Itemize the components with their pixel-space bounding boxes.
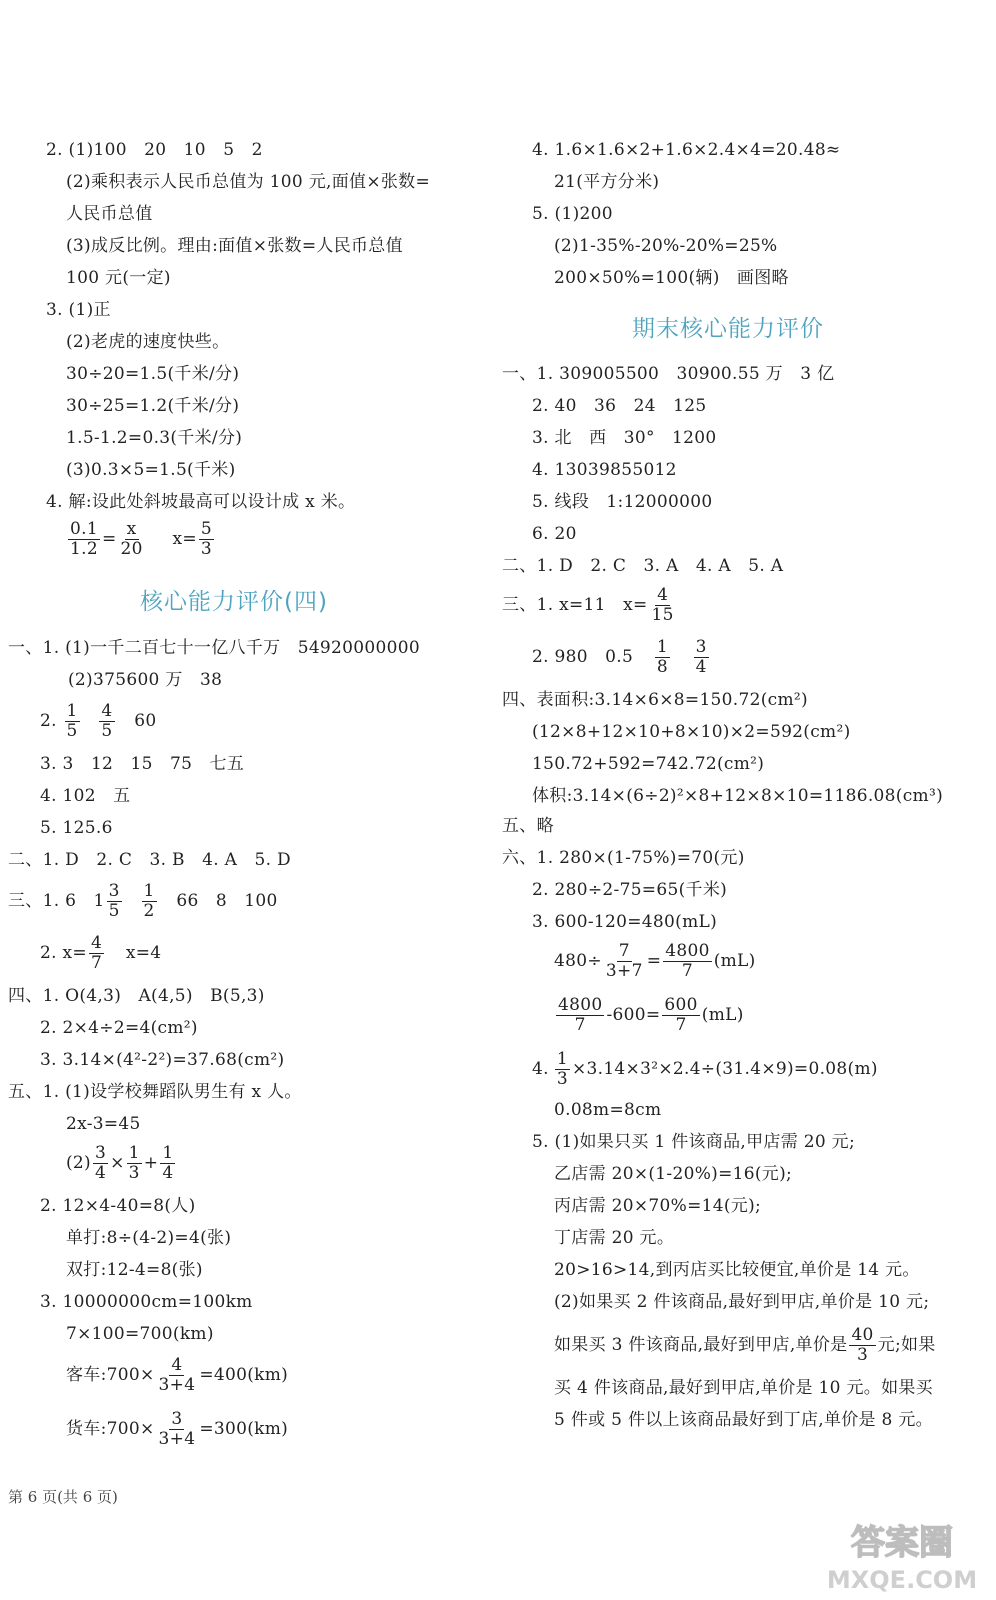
fraction: $\frac{1}{3}$ bbox=[128, 1143, 140, 1183]
answer-line: 3. 10000000cm=100km bbox=[40, 1292, 253, 1312]
answer-line: 1.5-1.2=0.3(千米/分) bbox=[66, 428, 243, 448]
fraction: $\frac{3}{4}$ bbox=[695, 637, 707, 677]
answer-line-fraction: 三、1. x=11 x= $\frac{4}{15}$ bbox=[502, 585, 674, 625]
fraction: $\frac{3}{4}$ bbox=[94, 1143, 107, 1183]
fraction: $\frac{7}{3+7}$ bbox=[605, 941, 643, 981]
fraction: $\frac{3}{3+4}$ bbox=[158, 1409, 196, 1449]
answer-line: 30÷25=1.2(千米/分) bbox=[66, 396, 240, 416]
answer-line: 4. 1.6×1.6×2+1.6×2.4×4=20.48≈ bbox=[532, 140, 841, 160]
fraction: $\frac{0.1}{1.2}$ bbox=[70, 519, 98, 559]
answer-line-fraction: 客车:700× $\frac{4}{3+4}$ =400(km) bbox=[66, 1355, 289, 1395]
answer-line: (2)如果买 2 件该商品,最好到甲店,单价是 10 元; bbox=[554, 1292, 930, 1312]
answer-line: 30÷20=1.5(千米/分) bbox=[66, 364, 240, 384]
fraction: $\frac{x}{20}$ bbox=[120, 519, 143, 559]
answer-line: 3. (1)正 bbox=[46, 300, 111, 320]
fraction: $\frac{1}{4}$ bbox=[162, 1143, 174, 1183]
answer-line: 3. 3.14×(4²-2²)=37.68(cm²) bbox=[40, 1050, 285, 1070]
answer-line-fraction: 三、1. 6 1 $\frac{3}{5}$ $\frac{1}{2}$ 66 8 100 bbox=[8, 881, 278, 921]
fraction: $\frac{5}{3}$ bbox=[200, 519, 212, 559]
answer-line: 3. 600-120=480(mL) bbox=[532, 912, 718, 932]
answer-line: 体积:3.14×(6÷2)²×8+12×8×10=1186.08(cm³) bbox=[532, 786, 944, 806]
answer-line: (2)1-35%-20%-20%=25% bbox=[554, 236, 778, 256]
answer-line: 2. 280÷2-75=65(千米) bbox=[532, 880, 728, 900]
answer-line: 150.72+592=742.72(cm²) bbox=[532, 754, 765, 774]
answer-line: 二、1. D 2. C 3. B 4. A 5. D bbox=[8, 850, 291, 870]
answer-line: 二、1. D 2. C 3. A 4. A 5. A bbox=[502, 556, 784, 576]
fraction: $\frac{4800}{7}$ bbox=[558, 995, 603, 1035]
answer-line: 双打:12-4=8(张) bbox=[66, 1260, 203, 1280]
answer-line-fraction: $\frac{4800}{7}$ -600= $\frac{600}{7}$ (mL) bbox=[558, 995, 744, 1035]
answer-line: 200×50%=100(辆) 画图略 bbox=[554, 268, 789, 288]
answer-line: 2x-3=45 bbox=[66, 1114, 141, 1134]
answer-line: 7×100=700(km) bbox=[66, 1324, 214, 1344]
fraction: $\frac{4}{7}$ bbox=[90, 933, 103, 973]
answer-line: 四、1. O(4,3) A(4,5) B(5,3) bbox=[8, 986, 265, 1006]
answer-line-fraction: 4. $\frac{1}{3}$ ×3.14×3²×2.4÷(31.4×9)=0.08(m) bbox=[532, 1049, 878, 1089]
section-title: 核心能力评价(四) bbox=[140, 589, 328, 615]
answer-line: 2. 12×4-40=8(人) bbox=[40, 1196, 196, 1216]
answer-line-fraction: 货车:700× $\frac{3}{3+4}$ =300(km) bbox=[66, 1409, 289, 1449]
answer-line: 3. 3 12 15 75 七五 bbox=[40, 754, 245, 774]
fraction: $\frac{600}{7}$ bbox=[664, 995, 698, 1035]
answer-line: 买 4 件该商品,最好到甲店,单价是 10 元。如果买 bbox=[554, 1378, 933, 1398]
answer-line: 3. 北 西 30° 1200 bbox=[532, 428, 717, 448]
answer-line: 4. 13039855012 bbox=[532, 460, 677, 480]
answer-line: 6. 20 bbox=[532, 524, 577, 544]
answer-line: (2)375600 万 38 bbox=[68, 670, 223, 690]
fraction: $\frac{1}{2}$ bbox=[143, 881, 155, 921]
answer-line-fraction: 2. $\frac{1}{5}$ $\frac{4}{5}$ 60 bbox=[40, 701, 157, 741]
answer-line-fraction: (2) $\frac{3}{4}$ × $\frac{1}{3}$ + $\frac{1}{4}$ bbox=[66, 1143, 174, 1183]
answer-line: 五、略 bbox=[502, 816, 554, 836]
fraction: $\frac{1}{3}$ bbox=[556, 1049, 568, 1089]
answer-line: (2)老虎的速度快些。 bbox=[66, 332, 230, 352]
answer-line: 丙店需 20×70%=14(元); bbox=[554, 1196, 762, 1216]
answer-line: 5. 125.6 bbox=[40, 818, 113, 838]
answer-line: 0.08m=8cm bbox=[554, 1100, 662, 1120]
fraction: $\frac{4}{5}$ bbox=[101, 701, 113, 741]
answer-line: 4. 102 五 bbox=[40, 786, 131, 806]
answer-line: 20>16>14,到丙店买比较便宜,单价是 14 元。 bbox=[554, 1260, 920, 1280]
answer-line: 四、表面积:3.14×6×8=150.72(cm²) bbox=[502, 690, 808, 710]
watermark-text-cn: 答案圈 bbox=[851, 1523, 953, 1563]
page-footer: 第 6 页(共 6 页) bbox=[8, 1488, 118, 1506]
watermark-text-en: MXQE.COM bbox=[826, 1566, 978, 1594]
answer-line-fraction: 如果买 3 件该商品,最好到甲店,单价是 $\frac{40}{3}$ 元;如果 bbox=[554, 1325, 936, 1365]
answer-line: 乙店需 20×(1-20%)=16(元); bbox=[554, 1164, 793, 1184]
answer-line: 5. 线段 1:12000000 bbox=[532, 492, 713, 512]
answer-line: 5 件或 5 件以上该商品最好到丁店,单价是 8 元。 bbox=[554, 1410, 933, 1430]
answer-line: 一、1. 309005500 30900.55 万 3 亿 bbox=[502, 364, 835, 384]
answer-line-fraction: 480÷ $\frac{7}{3+7}$ = $\frac{4800}{7}$ (mL) bbox=[554, 941, 756, 981]
answer-line-fraction: 2. 980 0.5 $\frac{1}{8}$ $\frac{3}{4}$ bbox=[532, 637, 707, 677]
answer-line: 4. 解:设此处斜坡最高可以设计成 x 米。 bbox=[46, 492, 356, 512]
answer-line: 五、1. (1)设学校舞蹈队男生有 x 人。 bbox=[8, 1082, 302, 1102]
section-title: 期末核心能力评价 bbox=[632, 316, 824, 342]
answer-line: 5. (1)200 bbox=[532, 204, 613, 224]
answer-line: 2. (1)100 20 10 5 2 bbox=[46, 140, 263, 160]
answer-line: 一、1. (1)一千二百七十一亿八千万 54920000000 bbox=[8, 638, 420, 658]
answer-line: (2)乘积表示人民币总值为 100 元,面值×张数= bbox=[66, 172, 431, 192]
answer-line: (12×8+12×10+8×10)×2=592(cm²) bbox=[532, 722, 851, 742]
answer-line-fraction: 2. x= $\frac{4}{7}$ x=4 bbox=[40, 933, 162, 973]
answer-line: 5. (1)如果只买 1 件该商品,甲店需 20 元; bbox=[532, 1132, 855, 1152]
fraction: $\frac{1}{5}$ bbox=[66, 701, 78, 741]
answer-line: (3)0.3×5=1.5(千米) bbox=[66, 460, 236, 480]
answer-line: (3)成反比例。理由:面值×张数=人民币总值 bbox=[66, 236, 403, 256]
fraction: $\frac{40}{3}$ bbox=[851, 1325, 874, 1365]
fraction: $\frac{4}{15}$ bbox=[651, 585, 674, 625]
fraction: $\frac{4}{3+4}$ bbox=[158, 1355, 196, 1395]
fraction: $\frac{3}{5}$ bbox=[108, 881, 120, 921]
answer-line: 2. 2×4÷2=4(cm²) bbox=[40, 1018, 198, 1038]
answer-line: 2. 40 36 24 125 bbox=[532, 396, 707, 416]
answer-line-fraction: $\frac{0.1}{1.2}$ = $\frac{x}{20}$ x= $\frac{5}{3}$ bbox=[70, 519, 212, 559]
answer-line: 六、1. 280×(1-75%)=70(元) bbox=[502, 848, 745, 868]
answer-line: 人民币总值 bbox=[66, 204, 153, 224]
answer-line: 单打:8÷(4-2)=4(张) bbox=[66, 1228, 232, 1248]
answer-line: 21(平方分米) bbox=[554, 172, 660, 192]
fraction: $\frac{4800}{7}$ bbox=[665, 941, 710, 981]
answer-line: 100 元(一定) bbox=[66, 268, 171, 288]
watermark-logo bbox=[822, 1516, 982, 1596]
answer-line: 丁店需 20 元。 bbox=[554, 1228, 675, 1248]
fraction: $\frac{1}{8}$ bbox=[656, 637, 668, 677]
